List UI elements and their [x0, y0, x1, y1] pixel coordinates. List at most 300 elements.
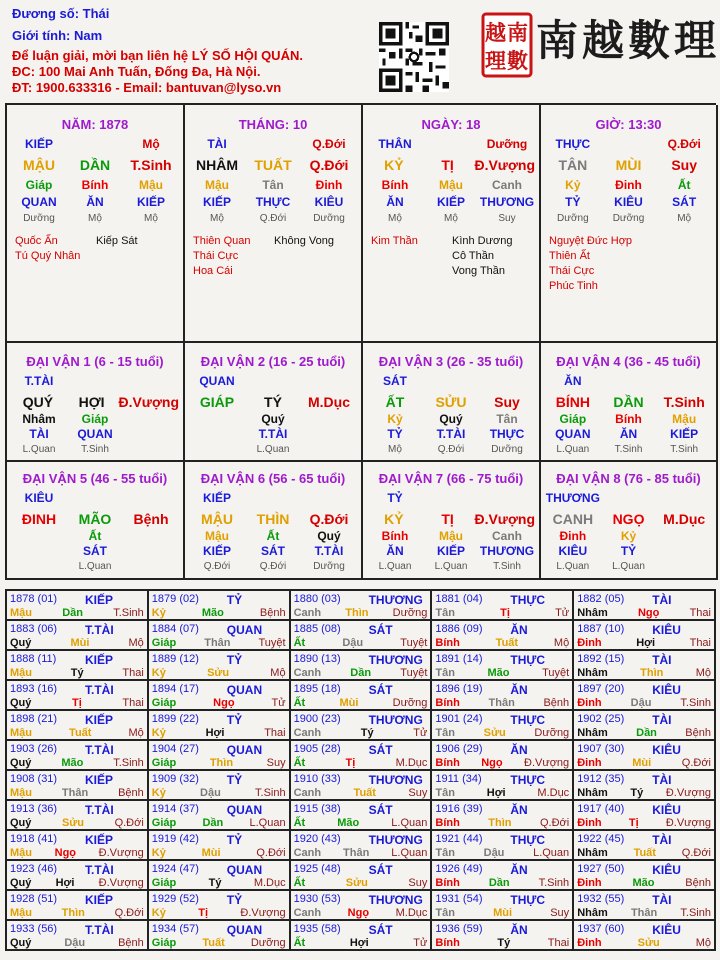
year-label: 1883 (06)	[10, 623, 58, 635]
can-chi-row	[367, 153, 535, 177]
year-than: THƯƠNG	[368, 833, 423, 847]
year-label: 1906 (29)	[435, 743, 483, 755]
year-can-chi	[152, 847, 286, 859]
year-state: Mộ	[695, 937, 711, 949]
year-label: 1917 (40)	[577, 803, 625, 815]
year-cell	[149, 621, 291, 651]
hidden-than: ĂN	[619, 427, 638, 441]
hidden-stem: Quý	[261, 412, 285, 426]
year-than: KIÊU	[652, 803, 681, 817]
year-than: KIẾP	[85, 713, 114, 727]
dv-hidden-row	[189, 412, 357, 427]
year-cell	[7, 651, 149, 681]
contact-line: Để luận giải, mời bạn liên hệ LÝ SỐ HỘI QUÁN.	[12, 48, 303, 63]
year-can: Quý	[10, 757, 32, 769]
year-can-chi	[577, 817, 711, 829]
year-label: 1887 (10)	[577, 623, 625, 635]
hidden-state: L.Quan	[434, 561, 468, 572]
year-state: Tử	[413, 937, 428, 949]
dv-than-row	[545, 373, 712, 390]
year-chi: Tý	[360, 727, 374, 739]
year-can-chi	[152, 727, 286, 739]
year-can-chi	[10, 667, 144, 679]
dv-hidden-than-row	[11, 427, 179, 442]
star-item: Thiên Quan	[193, 235, 251, 247]
year-can-chi	[10, 757, 144, 769]
thap-than-label: TỶ	[387, 491, 403, 505]
dai-van-title: ĐẠI VẬN 6 (56 - 65 tuổi)	[200, 471, 346, 486]
dai-van-title: ĐẠI VẬN 1 (6 - 15 tuổi)	[26, 354, 164, 369]
dv-than-row	[367, 490, 535, 507]
year-than: TÀI	[652, 593, 672, 607]
year-state: Mộ	[128, 637, 144, 649]
seal-stamp	[481, 12, 533, 78]
year-state: Dưỡng	[250, 937, 286, 949]
year-label: 1927 (50)	[577, 863, 625, 875]
spacer	[245, 136, 301, 153]
year-label: 1903 (26)	[10, 743, 58, 755]
year-can: Canh	[293, 787, 322, 799]
stars-list	[549, 234, 710, 294]
star-item: Tú Quý Nhân	[15, 250, 81, 262]
can-label: GIÁP	[199, 394, 235, 410]
year-label: 1905 (28)	[293, 743, 341, 755]
year-cell	[149, 591, 291, 621]
star-item: Quốc Ấn	[15, 235, 58, 247]
year-can: Tân	[435, 727, 455, 739]
year-state: T.Sinh	[538, 877, 570, 889]
year-cell	[432, 681, 574, 711]
chi-than-row	[367, 136, 535, 153]
chi-label: TỊ	[441, 511, 454, 527]
year-than: THƯƠNG	[368, 773, 423, 787]
year-than: TÀI	[652, 773, 672, 787]
dv-hidden-state-row	[367, 559, 535, 574]
year-state: Mộ	[553, 637, 570, 649]
year-state: Q.Đới	[539, 817, 570, 829]
year-cell	[7, 741, 149, 771]
year-chi: Ngọ	[213, 697, 235, 709]
year-can: Mậu	[10, 907, 32, 919]
hidden-than: TỶ	[620, 544, 637, 558]
chi-label: DẦN	[79, 157, 111, 173]
hidden-stem: Mậu	[139, 178, 163, 192]
year-can-chi	[294, 727, 428, 739]
year-chi: Dậu	[342, 637, 364, 649]
hidden-than: SÁT	[261, 544, 285, 558]
can-chi-row	[545, 153, 712, 177]
thap-than-state: Q.Đới	[667, 137, 701, 151]
year-chi: Sửu	[637, 937, 660, 949]
year-chi: Sửu	[207, 667, 230, 679]
dv-hidden-than-row	[189, 544, 357, 559]
dv-can-chi-row	[367, 507, 535, 531]
year-state: Bệnh	[685, 877, 711, 889]
chi-label: TUẤT	[254, 157, 292, 173]
year-state: Q.Đới	[681, 847, 711, 859]
year-can-chi	[10, 847, 144, 859]
hidden-state	[189, 442, 245, 457]
year-label: 1916 (39)	[435, 803, 483, 815]
hidden-state	[301, 442, 357, 457]
hidden-than: TỶ	[387, 427, 403, 441]
year-state: Dưỡng	[392, 607, 428, 619]
hidden-than: ĂN	[386, 195, 404, 209]
hidden-state	[123, 559, 179, 574]
dv-hidden-than-row	[545, 427, 712, 442]
year-chi: Mão	[487, 667, 510, 679]
year-cell	[149, 741, 291, 771]
year-than: KIÊU	[652, 623, 681, 637]
year-chi: Dậu	[483, 847, 505, 859]
hidden-state: Mộ	[444, 213, 458, 224]
year-chi: Thân	[630, 907, 658, 919]
year-can-chi	[152, 817, 286, 829]
year-can: Kỷ	[151, 907, 166, 919]
hidden-than: T.TÀI	[314, 544, 344, 558]
star-item: Nguyệt Đức Hợp	[549, 235, 633, 247]
spacer	[423, 136, 479, 153]
year-than: SÁT	[368, 863, 393, 877]
year-label: 1884 (07)	[151, 623, 199, 635]
year-than: THƯƠNG	[368, 893, 423, 907]
hidden-state: L.Quan	[256, 444, 290, 455]
dv-hidden-row	[367, 529, 535, 544]
hidden-than: ĂN	[86, 195, 104, 209]
dv-hidden-row	[367, 412, 535, 427]
year-can: Canh	[293, 847, 322, 859]
year-than: TÀI	[652, 893, 672, 907]
thap-than-state: Mộ	[142, 137, 160, 151]
year-chi: Tuất	[202, 937, 225, 949]
hidden-stem	[656, 529, 712, 544]
year-cell	[7, 921, 149, 951]
year-can: Tân	[435, 907, 455, 919]
year-cell	[149, 681, 291, 711]
year-can: Kỷ	[151, 787, 166, 799]
chi-label: THÌN	[256, 511, 290, 527]
year-cell	[432, 831, 574, 861]
year-state: T.Sinh	[255, 787, 286, 799]
dai-van-cell	[541, 343, 718, 462]
hidden-stem: Kỷ	[565, 178, 581, 192]
chi-state: Đ.Vượng	[474, 157, 536, 173]
year-than: TỶ	[226, 893, 243, 907]
phone-email-line: ĐT: 1900.633316 - Email: bantuvan@lyso.vn	[12, 80, 282, 95]
hidden-than-row	[545, 194, 712, 211]
thap-than-label: THỰC	[555, 137, 591, 151]
year-chi: Mùi	[632, 757, 652, 769]
year-can-chi	[10, 697, 144, 709]
year-state: Thai	[264, 727, 286, 739]
year-label: 1935 (58)	[293, 923, 341, 935]
year-can-chi	[435, 817, 569, 829]
year-can: Đinh	[577, 877, 602, 889]
thap-than-label: KIẾP	[24, 137, 53, 151]
year-cell	[291, 801, 433, 831]
spacer	[245, 490, 301, 507]
dv-hidden-state-row	[545, 559, 712, 574]
year-than: ĂN	[510, 803, 528, 817]
year-state: L.Quan	[249, 817, 286, 829]
year-state: L.Quan	[391, 847, 428, 859]
dai-van-row-1	[5, 341, 716, 462]
dv-hidden-row	[11, 529, 179, 544]
year-than: ĂN	[510, 923, 528, 937]
hidden-stem: Bính	[81, 178, 109, 192]
year-chi: Mão	[632, 877, 655, 889]
year-can: Canh	[293, 907, 322, 919]
year-state: T.Sinh	[680, 697, 711, 709]
year-state: Tuyệt	[400, 667, 428, 679]
dv-hidden-state-row	[545, 442, 712, 457]
year-chi: Hợi	[55, 877, 75, 889]
year-label: 1932 (55)	[577, 893, 625, 905]
year-chi: Mùi	[493, 907, 513, 919]
year-chi: Ngọ	[347, 907, 370, 919]
qr-code-icon	[379, 22, 449, 92]
year-cell	[7, 801, 149, 831]
year-than: THỰC	[510, 833, 546, 847]
year-label: 1891 (14)	[435, 653, 483, 665]
year-can-chi	[10, 607, 144, 619]
year-can: Canh	[293, 727, 322, 739]
year-state: M.Dục	[395, 907, 428, 919]
year-state: Tuyệt	[542, 667, 570, 679]
pillar-cell	[7, 105, 185, 343]
hidden-than: THƯƠNG	[479, 544, 535, 558]
year-can: Nhâm	[577, 847, 608, 859]
year-cell	[149, 711, 291, 741]
star-item: Vong Thần	[452, 265, 506, 277]
year-than: T.TÀI	[85, 803, 114, 817]
year-label: 1930 (53)	[293, 893, 341, 905]
year-label: 1885 (08)	[293, 623, 341, 635]
hidden-stem: Mậu	[672, 412, 697, 426]
dv-than-row	[545, 490, 712, 507]
year-state: Thai	[689, 607, 711, 619]
dai-van-cell	[7, 460, 185, 580]
year-state: Thai	[122, 667, 144, 679]
dv-hidden-state-row	[367, 442, 535, 457]
hidden-state: Dưỡng	[313, 213, 345, 224]
year-label: 1909 (32)	[151, 773, 199, 785]
hidden-than: T.TÀI	[258, 427, 288, 441]
year-than: TỶ	[226, 713, 243, 727]
year-chi: Tý	[630, 787, 644, 799]
year-can: Kỷ	[151, 847, 166, 859]
year-state: Mộ	[128, 727, 144, 739]
year-than: KIÊU	[652, 863, 681, 877]
year-can: Tân	[435, 787, 455, 799]
year-can-chi	[435, 937, 569, 949]
year-can: Giáp	[151, 757, 177, 769]
hidden-than: KIẾP	[436, 195, 465, 209]
dv-than-row	[367, 373, 535, 390]
hidden-state	[656, 559, 712, 574]
year-label: 1901 (24)	[435, 713, 483, 725]
hidden-stem: Bính	[381, 529, 409, 543]
year-can: Ất	[293, 937, 306, 949]
year-cell	[7, 711, 149, 741]
hidden-state: Mộ	[388, 444, 402, 455]
year-chi: Tị	[500, 607, 510, 619]
year-can-chi	[152, 787, 286, 799]
dv-than-row	[11, 490, 179, 507]
year-than: TỶ	[226, 833, 243, 847]
hidden-stem: Canh	[492, 529, 522, 543]
stars-list	[193, 234, 355, 279]
can-label: KỶ	[384, 511, 404, 527]
year-label: 1933 (56)	[10, 923, 58, 935]
thap-than-label: TÀI	[207, 137, 227, 151]
year-label: 1893 (16)	[10, 683, 58, 695]
year-than: T.TÀI	[85, 623, 114, 637]
year-state: Đ.Vượng	[240, 907, 286, 919]
year-label: 1896 (19)	[435, 683, 483, 695]
year-label: 1895 (18)	[293, 683, 341, 695]
hidden-than: KIẾP	[436, 544, 465, 558]
hidden-stem: Mậu	[439, 178, 463, 192]
gender: Giới tính: Nam	[12, 28, 103, 43]
spacer	[301, 490, 357, 507]
hidden-stem: Quý	[439, 412, 463, 426]
year-can-chi	[294, 757, 428, 769]
year-chi: Hợi	[349, 937, 369, 949]
can-label: ẤT	[385, 394, 405, 410]
stars-right	[274, 234, 355, 279]
year-can: Canh	[293, 667, 322, 679]
year-than: THƯƠNG	[368, 653, 423, 667]
year-cell	[149, 831, 291, 861]
dai-van-title: ĐẠI VẬN 5 (46 - 55 tuổi)	[22, 471, 168, 486]
chi-than-row	[11, 136, 179, 153]
can-label: MẬU	[201, 511, 233, 527]
year-than: KIẾP	[85, 833, 114, 847]
hidden-state	[123, 442, 179, 457]
year-can: Đinh	[577, 817, 602, 829]
year-can: Giáp	[151, 937, 177, 949]
year-label: 1878 (01)	[10, 593, 58, 605]
year-can-chi	[294, 817, 428, 829]
year-cell	[574, 831, 716, 861]
dv-hidden-than-row	[367, 427, 535, 442]
year-chi: Dần	[488, 877, 510, 889]
hidden-state: T.Sinh	[81, 444, 109, 455]
year-can: Quý	[10, 937, 32, 949]
year-can-chi	[152, 697, 286, 709]
year-can: Giáp	[151, 697, 177, 709]
dai-van-cell	[363, 460, 541, 580]
year-can-chi	[152, 637, 286, 649]
year-chi: Tị	[628, 817, 639, 829]
thap-than-label: ĂN	[564, 374, 582, 388]
year-label: 1925 (48)	[293, 863, 341, 875]
hidden-than: KIẾP	[202, 195, 231, 209]
hidden-than	[11, 544, 67, 559]
year-chi: Tý	[208, 877, 222, 889]
year-chi: Ngọ	[481, 757, 503, 769]
hidden-stems-row	[545, 177, 712, 194]
year-chi: Sửu	[345, 877, 368, 889]
hidden-state: Dưỡng	[612, 213, 645, 224]
year-than: KIÊU	[652, 683, 681, 697]
hidden-stem: Mậu	[439, 529, 463, 543]
hidden-stem: Quý	[317, 529, 341, 543]
year-than: ĂN	[510, 683, 528, 697]
chi-than-row	[545, 136, 712, 153]
year-chi: Tuất	[353, 787, 376, 799]
year-cell	[291, 681, 433, 711]
year-can-chi	[577, 607, 711, 619]
svg-text:越: 越	[485, 20, 506, 45]
year-can: Bính	[435, 817, 460, 829]
chi-state: Suy	[494, 394, 520, 410]
year-chi: Thìn	[640, 667, 664, 679]
spacer	[245, 373, 301, 390]
hidden-state-row	[545, 211, 712, 226]
year-label: 1922 (45)	[577, 833, 625, 845]
hidden-stem: Giáp	[25, 178, 53, 192]
star-item: Cô Thần	[452, 250, 494, 262]
year-can: Quý	[10, 877, 32, 889]
year-state: M.Dục	[395, 757, 428, 769]
year-chi: Dần	[202, 817, 224, 829]
year-label: 1911 (34)	[435, 773, 482, 785]
year-chi: Dậu	[630, 697, 652, 709]
year-state: Q.Đới	[256, 847, 286, 859]
year-state: Suy	[408, 877, 428, 889]
year-can: Tân	[435, 847, 455, 859]
year-state: T.Sinh	[113, 757, 144, 769]
chi-state: M.Dục	[663, 511, 706, 527]
year-label: 1902 (25)	[577, 713, 625, 725]
stars-left	[15, 234, 96, 264]
year-than: THƯƠNG	[368, 593, 423, 607]
year-cell	[291, 651, 433, 681]
year-state: Thai	[689, 637, 711, 649]
year-state: Bệnh	[543, 697, 570, 709]
year-can-chi	[577, 667, 711, 679]
stars-right	[632, 234, 710, 294]
year-cell	[432, 591, 574, 621]
dai-van-title: ĐẠI VẬN 8 (76 - 85 tuổi)	[556, 471, 701, 486]
year-cell	[432, 621, 574, 651]
dv-than-row	[189, 490, 357, 507]
year-label: 1936 (59)	[435, 923, 483, 935]
hidden-state	[11, 559, 67, 574]
year-label: 1919 (42)	[151, 833, 199, 845]
year-than: ĂN	[510, 623, 528, 637]
year-can: Giáp	[151, 877, 177, 889]
hidden-than	[656, 544, 712, 559]
year-than: QUAN	[226, 683, 263, 697]
dai-van-cell	[185, 343, 363, 462]
pillar-title: GIỜ: 13:30	[595, 117, 662, 132]
year-can: Nhâm	[577, 607, 608, 619]
year-can-chi	[577, 937, 711, 949]
year-cell	[574, 741, 716, 771]
stars-left	[549, 234, 632, 294]
year-can-chi	[435, 727, 569, 739]
stars-right	[96, 234, 177, 264]
year-can-chi	[10, 787, 144, 799]
dv-can-chi-row	[11, 390, 179, 414]
year-state: Đ.Vượng	[98, 877, 144, 889]
chi-label: MÙI	[615, 157, 642, 173]
year-cell	[574, 591, 716, 621]
hidden-state: Dưỡng	[313, 561, 345, 572]
